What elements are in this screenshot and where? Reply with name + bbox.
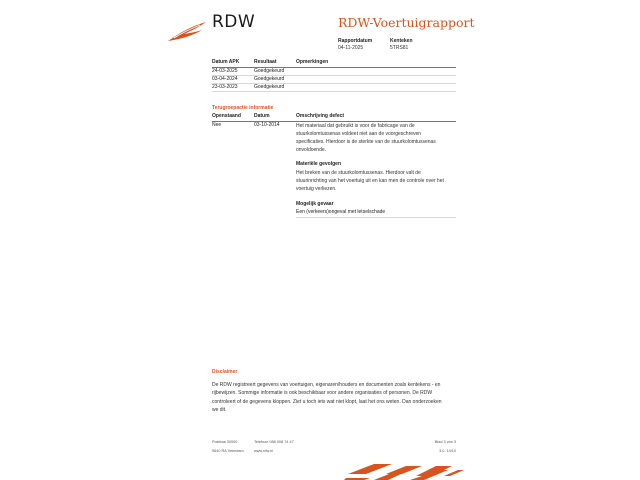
consequences-line: voertuig verliezen. xyxy=(296,186,337,193)
plate-number: 5TRS81 xyxy=(390,45,409,51)
footer-phone: Telefoon 088 008 74 47 xyxy=(254,440,294,444)
apk-header-remarks: Opmerkingen xyxy=(296,59,329,65)
danger-title: Mogelijk gevaar xyxy=(296,200,334,207)
row-divider xyxy=(212,83,456,84)
recall-date: 03-10-2014 xyxy=(254,121,280,128)
danger-text: Een (verkeers)ongeval met letselschade xyxy=(296,208,386,215)
recall-header-date: Datum xyxy=(254,113,270,119)
disclaimer-title: Disclaimer xyxy=(212,369,238,375)
recall-section-title: Terugroepactie informatie xyxy=(212,105,274,111)
disclaimer-line: rijbewijzen. Sommige informatie is ook beschikbaar voor andere organisaties of personen. De RDW xyxy=(212,390,433,397)
apk-header-result: Resultaat xyxy=(254,59,277,65)
defect-line: stuurkolomtussenas voldeet niet aan de voorgeschreven xyxy=(296,130,422,137)
disclaimer-text xyxy=(212,381,462,414)
row-divider xyxy=(212,75,456,76)
table-row-result: Goedgekeurd xyxy=(254,67,285,74)
apk-header-date: Datum APK xyxy=(212,59,240,65)
recall-header-status: Openstaand xyxy=(212,113,241,119)
recall-status: Nee xyxy=(212,121,222,128)
recall-header-description: Omschrijving defect xyxy=(296,113,345,119)
footer-code: 3.0. 14/10 xyxy=(439,449,456,453)
footer-website[interactable]: www.rdw.nl xyxy=(254,449,273,453)
table-row-result: Goedgekeurd xyxy=(254,75,285,82)
disclaimer-line: controleert of de gegevens kloppen. Ziet u toch iets wat niet klopt, laat het ons weten. Dan onderzoeken xyxy=(212,398,442,405)
rdw-logo-icon xyxy=(166,20,208,44)
disclaimer-line: we dit. xyxy=(212,406,227,413)
row-divider xyxy=(296,217,456,218)
defect-line: onvoldoende. xyxy=(296,147,327,154)
footer-address: 9640 RA Veendam xyxy=(212,449,244,453)
consequences-line: Het breken van de stuurkolomtussenas. Hierdoor valt de xyxy=(296,169,421,176)
defect-description xyxy=(296,122,461,155)
table-row-result: Goedgekeurd xyxy=(254,83,285,90)
table-row-date: 23-03-2023 xyxy=(212,83,238,90)
report-date: 04-11-2025 xyxy=(338,45,364,51)
disclaimer-line: De RDW registreert gegevens van voertuigen, eigenaren/houders en documenten zoals kentekens - en xyxy=(212,382,441,388)
plate-label: Kenteken xyxy=(390,38,413,44)
table-row-date: 24-03-2025 xyxy=(212,67,238,74)
defect-line: specificaties. Hierdoor is de sterkte van de stuurkolomtussenas xyxy=(296,139,436,146)
footer-postbus: Postbus 30000 xyxy=(212,440,238,444)
table-row-date: 03-04-2024 xyxy=(212,75,238,82)
consequences-title: Materiële gevolgen xyxy=(296,160,342,167)
apk-header-rule xyxy=(212,67,456,68)
row-divider xyxy=(212,91,456,92)
report-date-label: Rapportdatum xyxy=(338,38,373,44)
document-title: RDW-Voertuigrapport xyxy=(338,15,475,30)
consequences-text xyxy=(296,169,461,194)
defect-line: Het materiaal dat gebruikt is voor de fabricage van de xyxy=(296,122,415,129)
consequences-line: stuurinrichting van het voertuig uit en kan men de controle over het xyxy=(296,177,444,184)
logo-text: RDW xyxy=(212,12,256,32)
footer-page-number: Blad 3 van 3 xyxy=(434,440,456,444)
decorative-stripes-icon xyxy=(344,462,464,480)
